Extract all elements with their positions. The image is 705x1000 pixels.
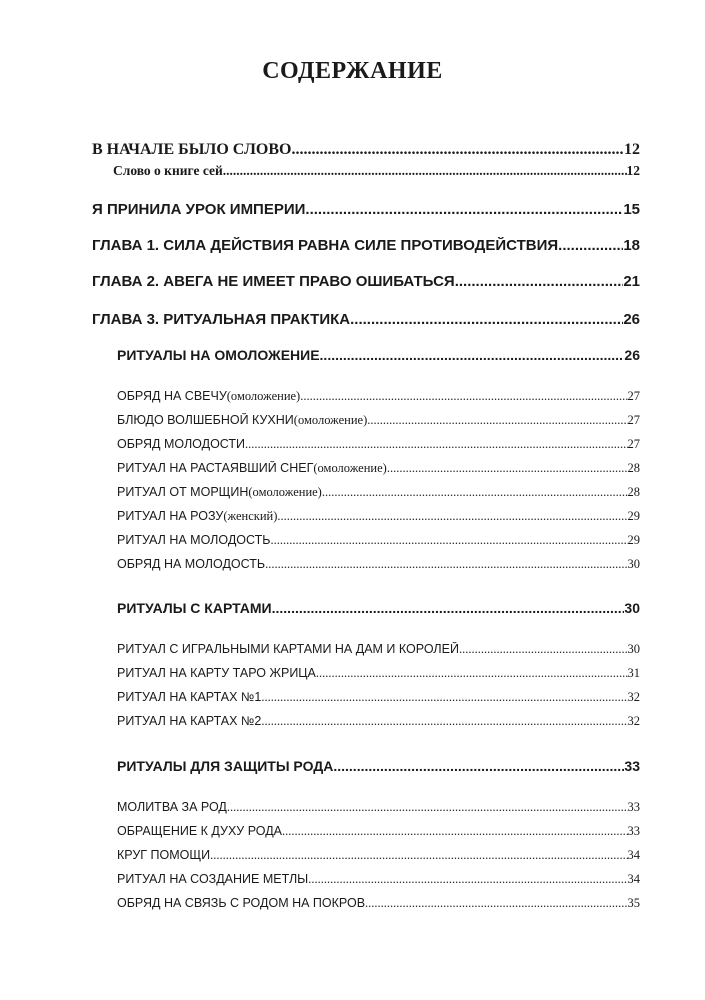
dot-leader bbox=[270, 533, 627, 548]
dot-leader bbox=[305, 201, 623, 218]
toc-entry-subtitle: (омоложение) bbox=[313, 461, 387, 475]
toc-entry[interactable] bbox=[117, 533, 640, 548]
toc-entry-title: Я ПРИНИЛА УРОК ИМПЕРИИ bbox=[92, 201, 306, 218]
dot-leader bbox=[387, 461, 628, 476]
toc-entry-title: РИТУАЛЫ НА ОМОЛОЖЕНИЕ bbox=[117, 347, 320, 363]
toc-entry[interactable] bbox=[117, 485, 640, 500]
dot-leader bbox=[316, 666, 628, 681]
toc-entry-title: ОБРЯД НА МОЛОДОСТЬ bbox=[117, 557, 266, 571]
toc-entry-page: 35 bbox=[627, 896, 640, 910]
toc-entry-title: ГЛАВА 2. АВЕГА НЕ ИМЕЕТ ПРАВО ОШИБАТЬСЯ bbox=[92, 273, 455, 290]
dot-leader bbox=[265, 557, 627, 572]
toc-entry-title: ОБРЯД НА СВЕЧУ bbox=[117, 389, 227, 403]
toc-entry-title: ОБРЯД МОЛОДОСТИ bbox=[117, 437, 246, 451]
toc-entry-page: 33 bbox=[627, 800, 640, 814]
toc-entry-page: 26 bbox=[623, 311, 640, 328]
toc-entry-page: 33 bbox=[624, 758, 640, 774]
dot-leader bbox=[365, 896, 627, 911]
dot-leader bbox=[320, 347, 625, 363]
toc-entry-page: 28 bbox=[627, 485, 640, 499]
toc-entry-title: ГЛАВА 3. РИТУАЛЬНАЯ ПРАКТИКА bbox=[92, 311, 351, 328]
toc-entry[interactable] bbox=[117, 690, 640, 705]
toc-entry-title: РИТУАЛ ОТ МОРЩИН bbox=[117, 485, 249, 499]
toc-entry-subtitle: (омоложение) bbox=[226, 389, 301, 403]
dot-leader bbox=[261, 714, 627, 729]
dot-leader bbox=[308, 872, 627, 887]
toc-entry[interactable] bbox=[117, 461, 640, 476]
toc-entry[interactable] bbox=[117, 437, 640, 452]
toc-entry-page: 27 bbox=[627, 389, 640, 403]
toc-entry-page: 30 bbox=[627, 642, 640, 656]
toc-entry-page: 29 bbox=[627, 509, 640, 523]
dot-leader bbox=[272, 600, 625, 616]
toc-entry-title: РИТУАЛ НА КАРТАХ №1 bbox=[117, 690, 262, 704]
toc-entry-subtitle: (омоложение) bbox=[248, 485, 322, 499]
dot-leader bbox=[558, 237, 623, 254]
toc-entry-subtitle: (женский) bbox=[223, 509, 278, 523]
toc-entry[interactable] bbox=[117, 347, 640, 363]
toc-entry[interactable] bbox=[92, 237, 640, 254]
toc-entry[interactable] bbox=[92, 201, 640, 218]
toc-entry[interactable] bbox=[117, 509, 640, 524]
dot-leader bbox=[282, 824, 627, 839]
toc-entry-page: 12 bbox=[624, 141, 640, 158]
toc-entry[interactable] bbox=[117, 896, 640, 911]
toc-entry-page: 28 bbox=[627, 461, 640, 475]
toc-entry-title: Слово о книге сей bbox=[113, 163, 223, 178]
toc-entry-title: ОБРАЩЕНИЕ К ДУХУ РОДА bbox=[117, 824, 283, 838]
dot-leader bbox=[322, 485, 628, 500]
toc-entry-page: 34 bbox=[627, 872, 640, 886]
toc-entry[interactable] bbox=[117, 872, 640, 887]
toc-entry-page: 12 bbox=[626, 163, 640, 178]
dot-leader bbox=[455, 273, 624, 290]
toc-entry-page: 18 bbox=[623, 237, 640, 254]
toc-entry-page: 33 bbox=[627, 824, 640, 838]
toc-entry-page: 32 bbox=[627, 690, 640, 704]
toc-entry-title: РИТУАЛ НА РОЗУ bbox=[117, 509, 224, 523]
toc-entry[interactable] bbox=[117, 758, 640, 774]
toc-entry[interactable] bbox=[117, 848, 640, 863]
dot-leader bbox=[367, 413, 627, 428]
toc-entry-page: 29 bbox=[627, 533, 640, 547]
toc-entry-title: РИТУАЛ НА МОЛОДОСТЬ bbox=[117, 533, 271, 547]
dot-leader bbox=[261, 690, 627, 705]
dot-leader bbox=[300, 389, 627, 404]
toc-entry[interactable] bbox=[117, 714, 640, 729]
toc-entry-title: РИТУАЛ НА КАРТУ ТАРО ЖРИЦА bbox=[117, 666, 316, 680]
dot-leader bbox=[291, 141, 624, 159]
dot-leader bbox=[277, 509, 627, 524]
toc-entry[interactable] bbox=[117, 800, 640, 815]
page-title: СОДЕРЖАНИЕ bbox=[262, 58, 443, 84]
toc-entry[interactable] bbox=[92, 311, 640, 328]
dot-leader bbox=[223, 163, 627, 179]
toc-entry-subtitle: (омоложение) bbox=[293, 413, 368, 427]
toc-entry[interactable] bbox=[117, 389, 640, 404]
toc-entry[interactable] bbox=[113, 163, 640, 179]
toc-entry-title: РИТУАЛ НА РАСТАЯВШИЙ СНЕГ bbox=[117, 461, 314, 475]
toc-entry[interactable] bbox=[117, 600, 640, 616]
toc-entry-title: КРУГ ПОМОЩИ bbox=[117, 848, 211, 862]
toc-entry-page: 15 bbox=[623, 201, 640, 218]
toc-entry-title: МОЛИТВА ЗА РОД bbox=[117, 800, 227, 814]
toc-entry-page: 34 bbox=[627, 848, 640, 862]
toc-entry[interactable] bbox=[117, 413, 640, 428]
toc-entry[interactable] bbox=[117, 824, 640, 839]
toc-entry-page: 26 bbox=[624, 347, 640, 363]
toc-entry-page: 21 bbox=[623, 273, 640, 290]
toc-entry[interactable] bbox=[117, 642, 640, 657]
toc-entry[interactable] bbox=[117, 666, 640, 681]
toc-entry-title: РИТУАЛ НА СОЗДАНИЕ МЕТЛЫ bbox=[117, 872, 309, 886]
toc-entry-page: 27 bbox=[627, 413, 640, 427]
dot-leader bbox=[333, 758, 624, 774]
toc-entry-title: БЛЮДО ВОЛШЕБНОЙ КУХНИ bbox=[117, 413, 294, 427]
toc-entry-title: РИТУАЛЫ С КАРТАМИ bbox=[117, 600, 272, 616]
toc-entry-title: В НАЧАЛЕ БЫЛО СЛОВО bbox=[92, 141, 292, 158]
toc-entry-page: 30 bbox=[624, 600, 640, 616]
dot-leader bbox=[459, 642, 628, 657]
toc-entry-title: ОБРЯД НА СВЯЗЬ С РОДОМ НА ПОКРОВ bbox=[117, 896, 366, 910]
toc-entry-page: 30 bbox=[627, 557, 640, 571]
dot-leader bbox=[210, 848, 627, 863]
toc-entry-page: 31 bbox=[627, 666, 640, 680]
toc-entry-title: РИТУАЛЫ ДЛЯ ЗАЩИТЫ РОДА bbox=[117, 758, 334, 774]
dot-leader bbox=[245, 437, 627, 452]
toc-entry[interactable] bbox=[117, 557, 640, 572]
dot-leader bbox=[350, 311, 623, 328]
toc-entry-title: РИТУАЛ С ИГРАЛЬНЫМИ КАРТАМИ НА ДАМ И КОРОЛЕЙ bbox=[117, 642, 459, 656]
toc-entry-title: ГЛАВА 1. СИЛА ДЕЙСТВИЯ РАВНА СИЛЕ ПРОТИВОДЕЙСТВИЯ bbox=[92, 237, 559, 254]
toc-entry-page: 32 bbox=[627, 714, 640, 728]
toc-entry-title: РИТУАЛ НА КАРТАХ №2 bbox=[117, 714, 262, 728]
toc-entry-page: 27 bbox=[627, 437, 640, 451]
toc-entry[interactable] bbox=[92, 141, 640, 159]
dot-leader bbox=[227, 800, 628, 815]
toc-entry[interactable] bbox=[92, 273, 640, 290]
